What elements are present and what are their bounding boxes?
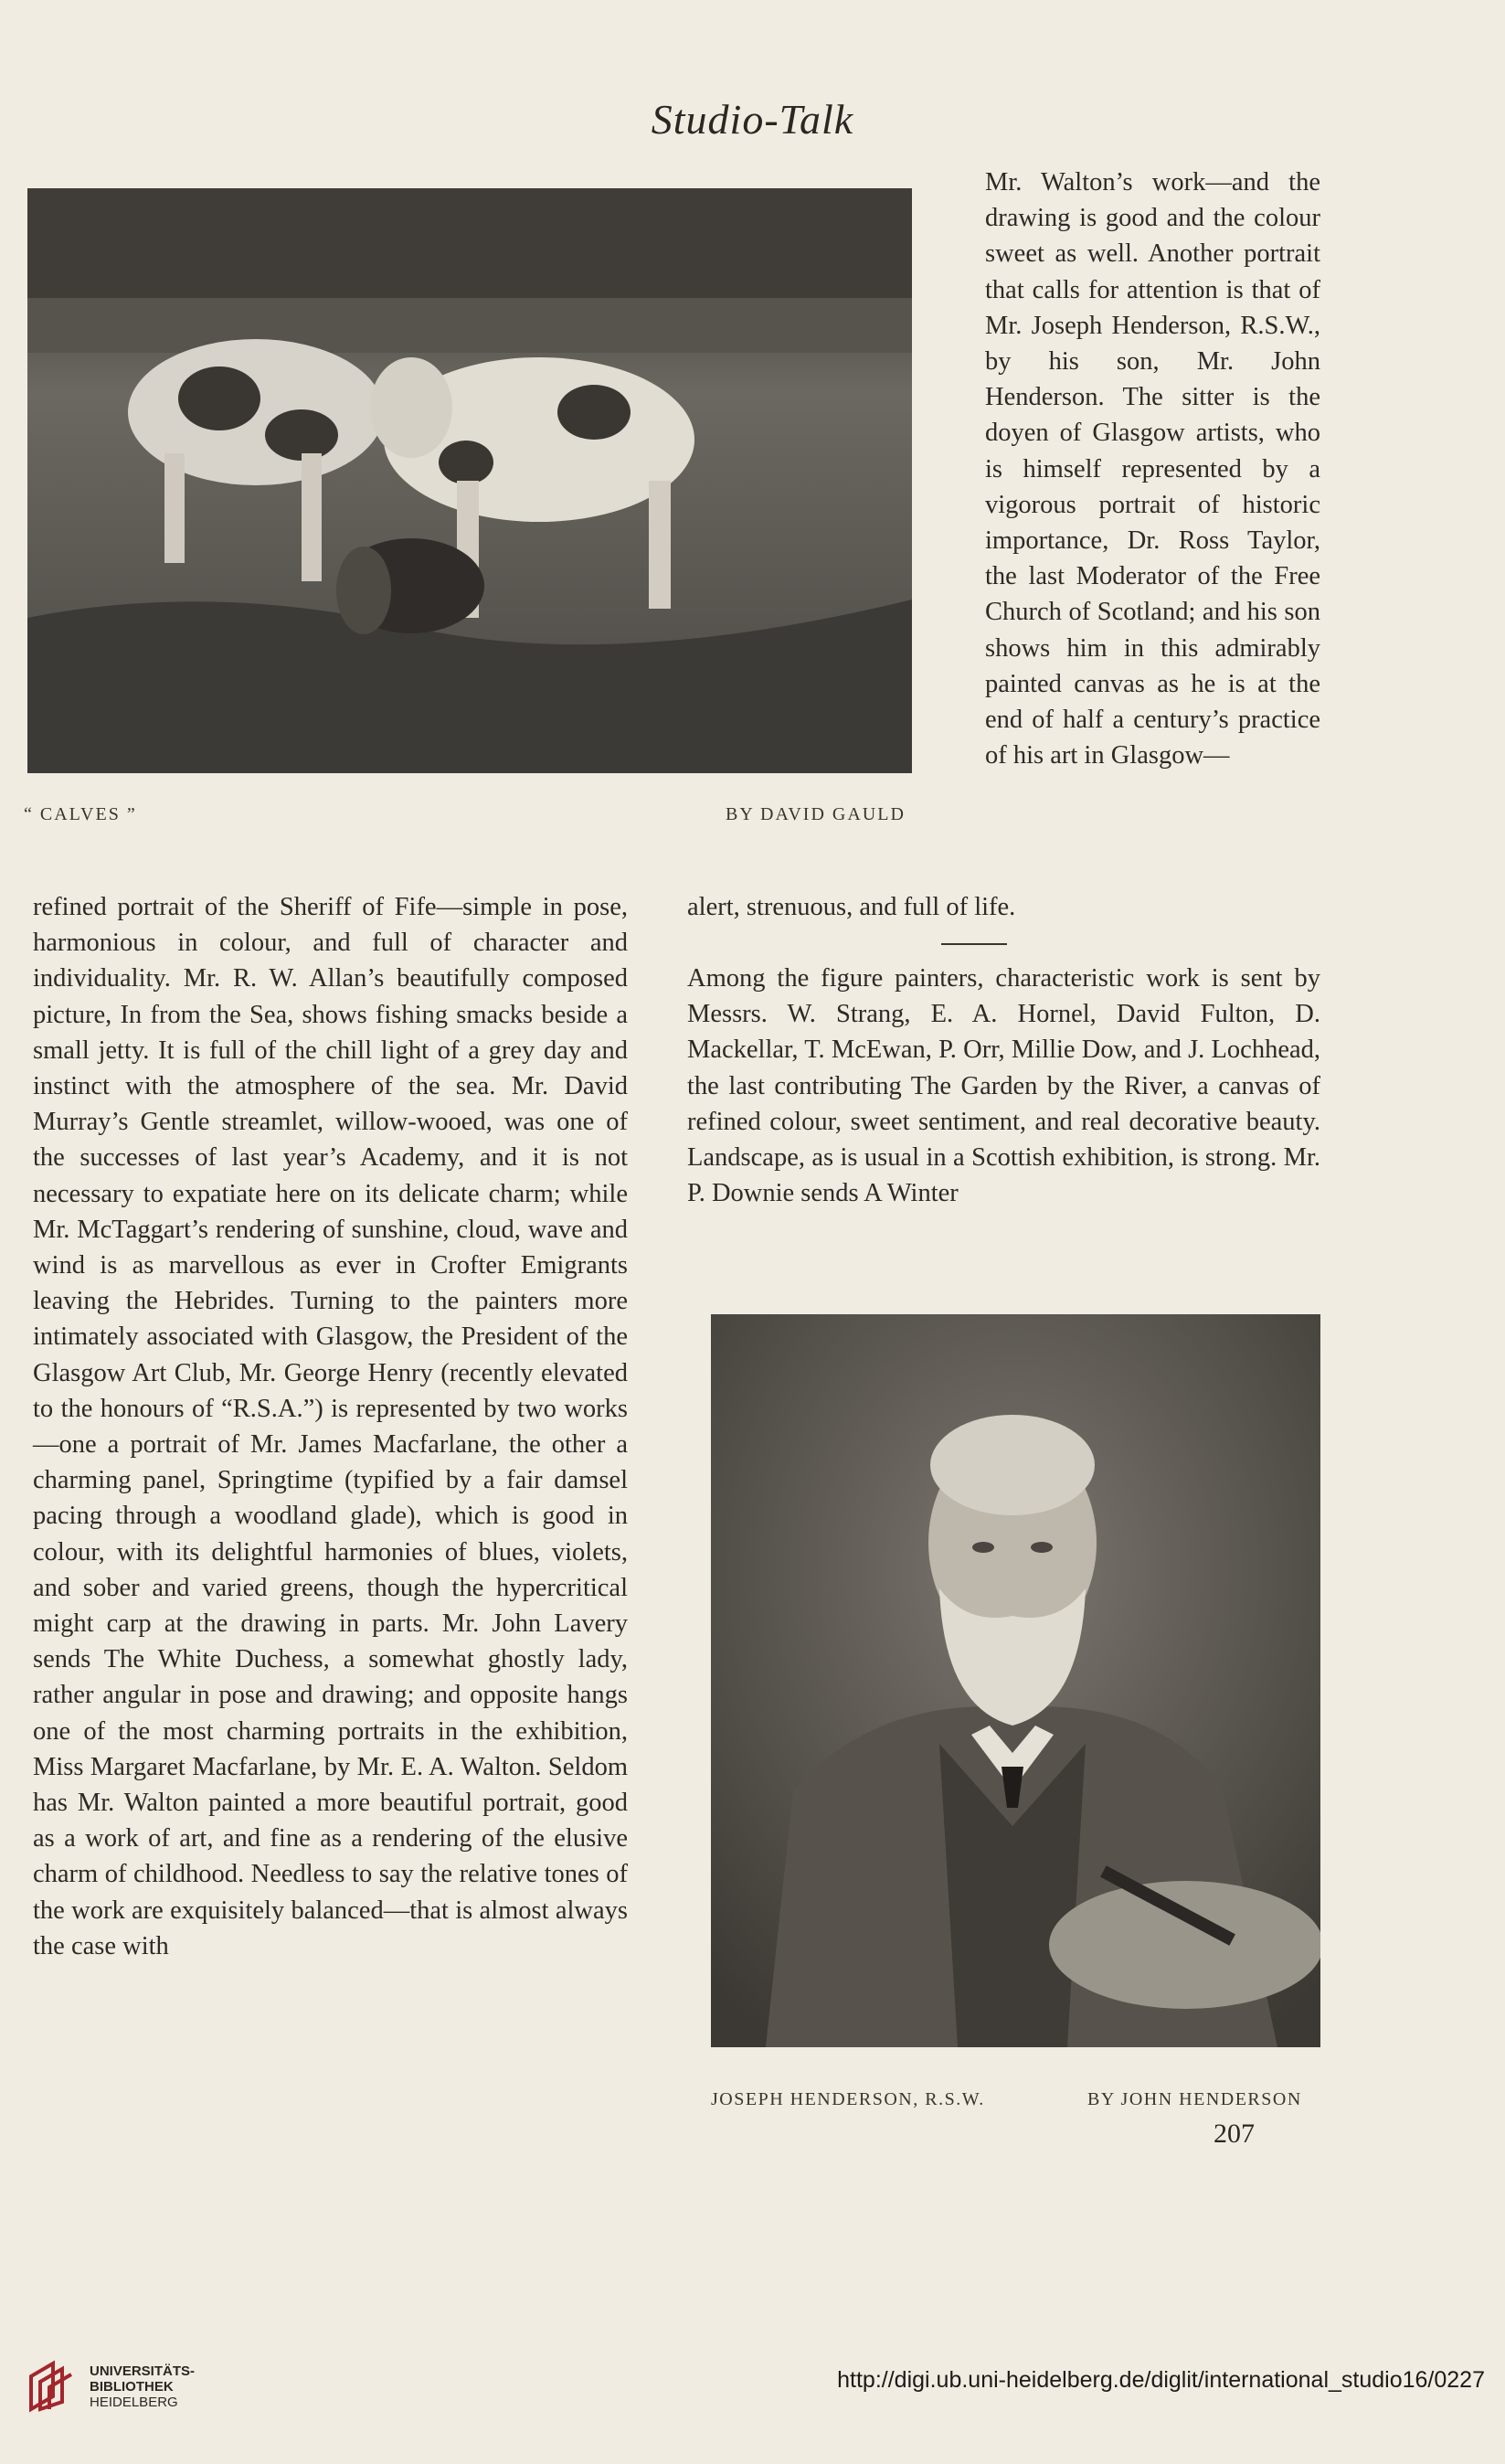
henderson-plate [711,1314,1320,2047]
calves-caption-right: BY DAVID GAULD [726,804,906,824]
library-line-2: BIBLIOTHEK [90,2378,174,2395]
source-url-link[interactable]: http://digi.ub.uni-heidelberg.de/diglit/international_studio16/0227 [837,2367,1485,2393]
section-divider [941,943,1007,945]
library-logo[interactable] [26,2360,195,2413]
library-line-1: UNIVERSITÄTS- [90,2363,196,2379]
page-number: 207 [1214,2119,1255,2149]
library-name [90,2363,195,2410]
right-middle-paragraph: Among the figure painters, characteristic work is sent by Messrs. W. Strang, E. A. Hornel, David Fulton, D. Mackellar, T. McEwan, P. Orr, Millie Dow, and J. Lochhead, the last contributing The Garden by the River, a canvas of refined colour, sweet sentiment, and real decorative beauty. Landscape, as is usual in a Scottish exhibition, is strong. Mr. P. Downie sends A Winter [687,964,1320,1208]
calves-painting [27,188,912,773]
henderson-caption-right: BY JOHN HENDERSON [1087,2089,1302,2109]
henderson-portrait [711,1314,1320,2047]
library-line-3: HEIDELBERG [90,2394,178,2410]
page-title: Studio-Talk [651,96,854,143]
right-column-continue [687,889,1320,925]
right-column-top [985,165,1320,896]
calves-caption-left: “ CALVES ” [24,804,137,824]
right-top-paragraph: Mr. Walton’s work—and the drawing is good and the colour sweet as well. Another portrait that calls for attention is that of Mr. Joseph Henderson, R.S.W., by his son, Mr. John Henderson. The sitter is the doyen of Glasgow artists, who is himself represented by a vigorous portrait of historic importance, Dr. Ross Taylor, the last Moderator of the Free Church of Scotland; and his son shows him in this admirably painted canvas as he is at the end of half a century’s practice of his art in Glasgow— [985,168,1320,770]
library-logo-icon [26,2360,79,2413]
right-continue-paragraph: alert, strenuous, and full of life. [687,893,1016,921]
calves-plate [27,188,912,773]
henderson-caption-left: JOSEPH HENDERSON, R.S.W. [711,2089,985,2109]
right-column-middle [687,961,1320,1211]
left-column [33,889,628,1964]
left-column-paragraph: refined portrait of the Sheriff of Fife—simple in pose, harmonious in colour, and full of character and individuality. Mr. R. W. Allan’s beautifully composed picture, In from the Sea, shows fishing smacks beside a small jetty. It is full of the chill light of a grey day and instinct with the atmosphere of the sea. Mr. David Murray’s Gentle streamlet, willow-wooed, was one of the successes of last year’s Academy, and it is not necessary to expatiate here on its delicate charm; while Mr. McTaggart’s rendering of sunshine, cloud, wave and wind is as marvellous as ever in Crofter Emigrants leaving the Hebrides. Turning to the painters more intimately associated with Glasgow, the President of the Glasgow Art Club, Mr. George Henry (recently elevated to the honours of “R.S.A.”) is represented by two works—one a portrait of Mr. James Macfarlane, the other a charming panel, Springtime (typified by a fair damsel pacing through a woodland glade), which is good in colour, with its delightful harmonies of blues, violets, and sober and varied greens, though the hypercritical might carp at the drawing in parts. Mr. John Lavery sends The White Duchess, a somewhat ghostly lady, rather angular in pose and drawing; and opposite hangs one of the most charming portraits in the exhibition, Miss Margaret Macfarlane, by Mr. E. A. Walton. Seldom has Mr. Walton painted a more beautiful portrait, good as a work of art, and fine as a rendering of the elusive charm of childhood. Needless to say the relative tones of the work are exquisitely balanced—that is almost always the case with [33,893,628,1960]
